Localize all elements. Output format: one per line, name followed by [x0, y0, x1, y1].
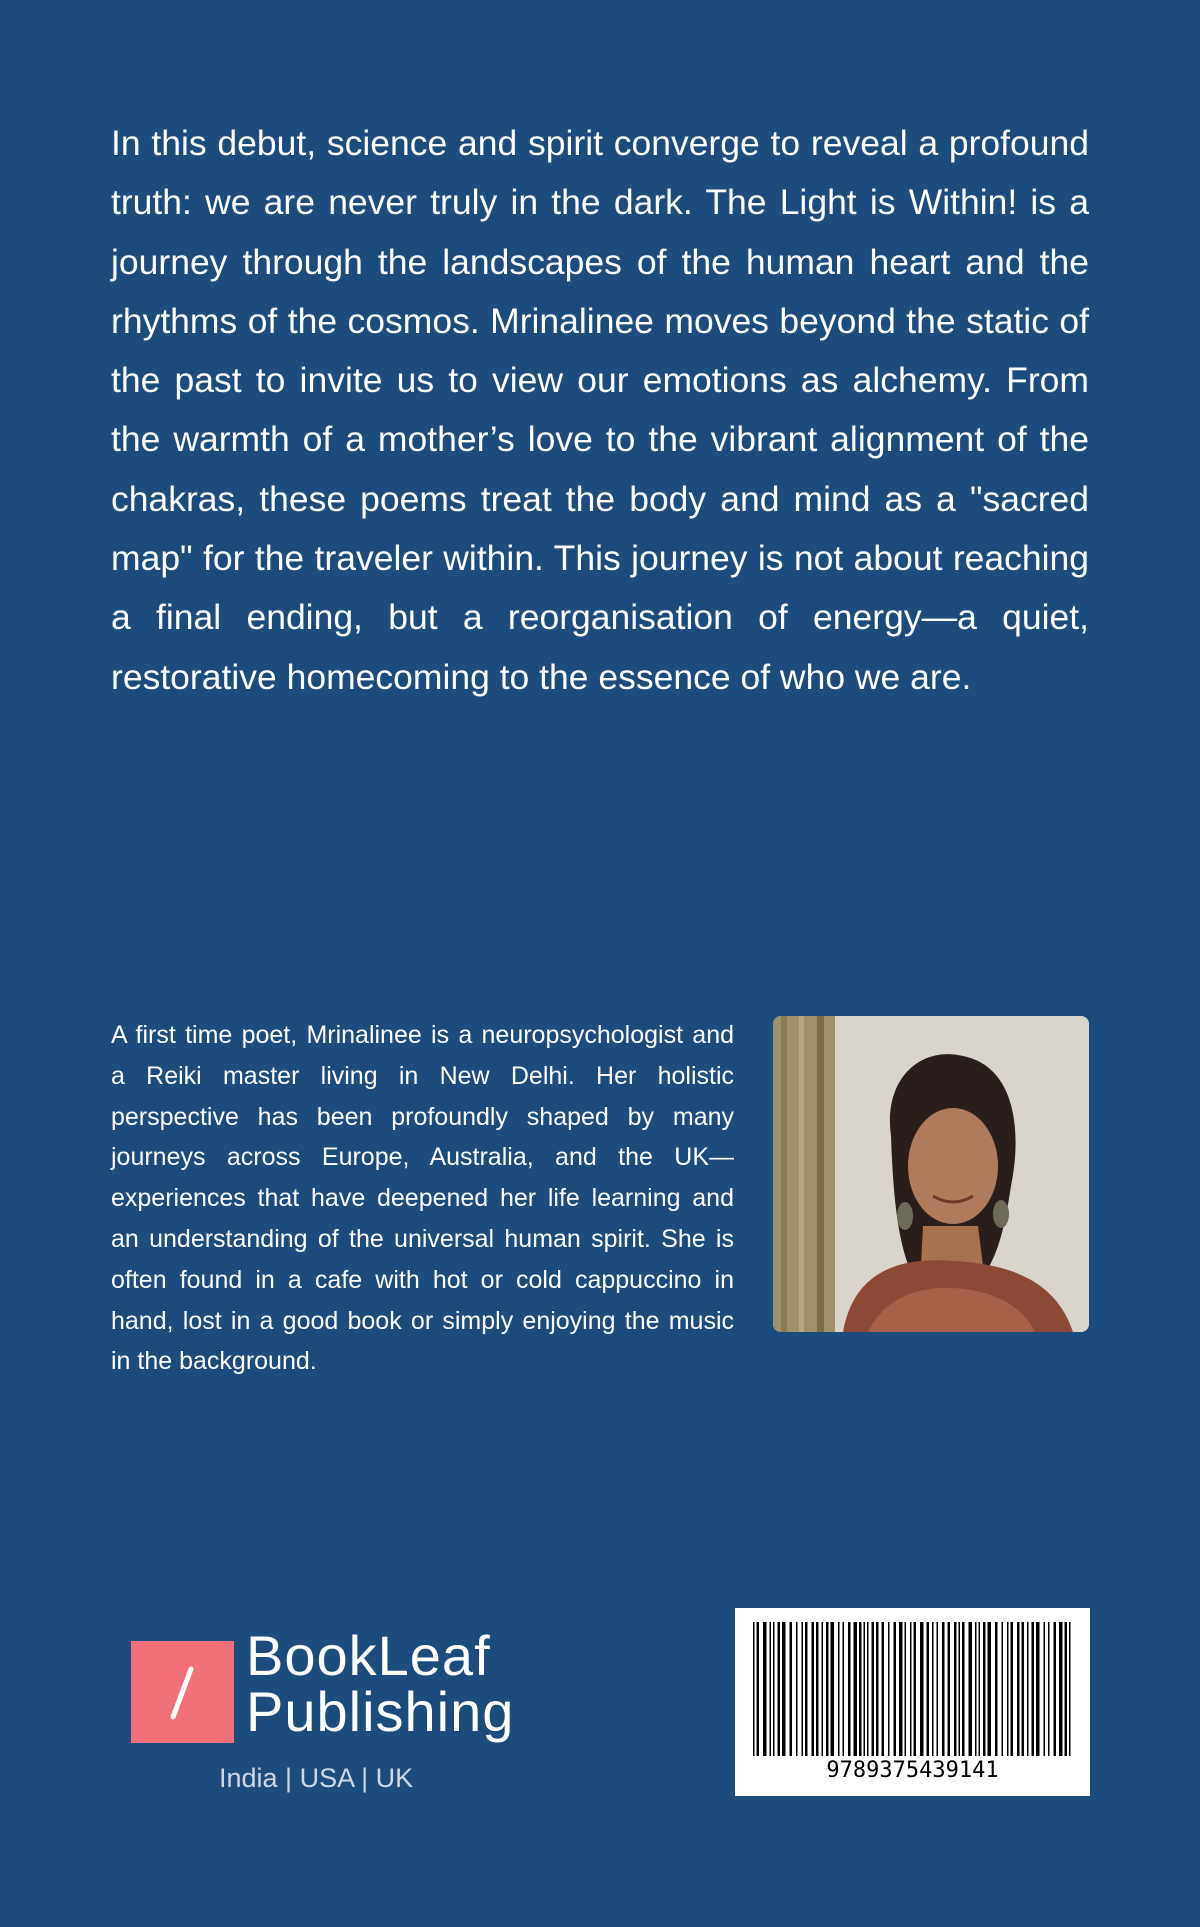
- barcode: [735, 1608, 1090, 1796]
- publisher-regions: India | USA | UK: [219, 1763, 414, 1793]
- book-blurb: In this debut, science and spirit converge to reveal a profound truth: we are never truly in the dark. The Light is Within! is a journey through the landscapes of the human heart and the rhythms of the cosmos. Mrinalinee moves beyond the static of the past to invite us to view our emotions as alchemy. From the warmth of a mother’s love to the vibrant alignment of the chakras, these poems treat the body and mind as a "sacred map" for the traveler within. This journey is not about reaching a final ending, but a reorganisation of energy—a quiet, restorative homecoming to the essence of who we are.: [111, 123, 1089, 697]
- publisher-name-line2: Publishing: [246, 1680, 515, 1743]
- publisher-name: [246, 1624, 515, 1743]
- author-photo: [773, 1016, 1089, 1332]
- publisher-name-line1: BookLeaf: [246, 1624, 491, 1687]
- barcode-bars: [749, 1622, 1076, 1756]
- author-bio: A first time poet, Mrinalinee is a neuropsychologist and a Reiki master living in New Delhi. Her holistic perspective has been profoundly shaped by many journeys across Europe, Australia, and the UK—experiences that have deepened her life learning and an understanding of the universal human spirit. She is often found in a cafe with hot or cold cappuccino in hand, lost in a good book or simply enjoying the music in the background.: [111, 1021, 734, 1376]
- isbn-number: 9789375439141: [826, 1758, 999, 1783]
- publisher-logo-icon: [131, 1641, 234, 1743]
